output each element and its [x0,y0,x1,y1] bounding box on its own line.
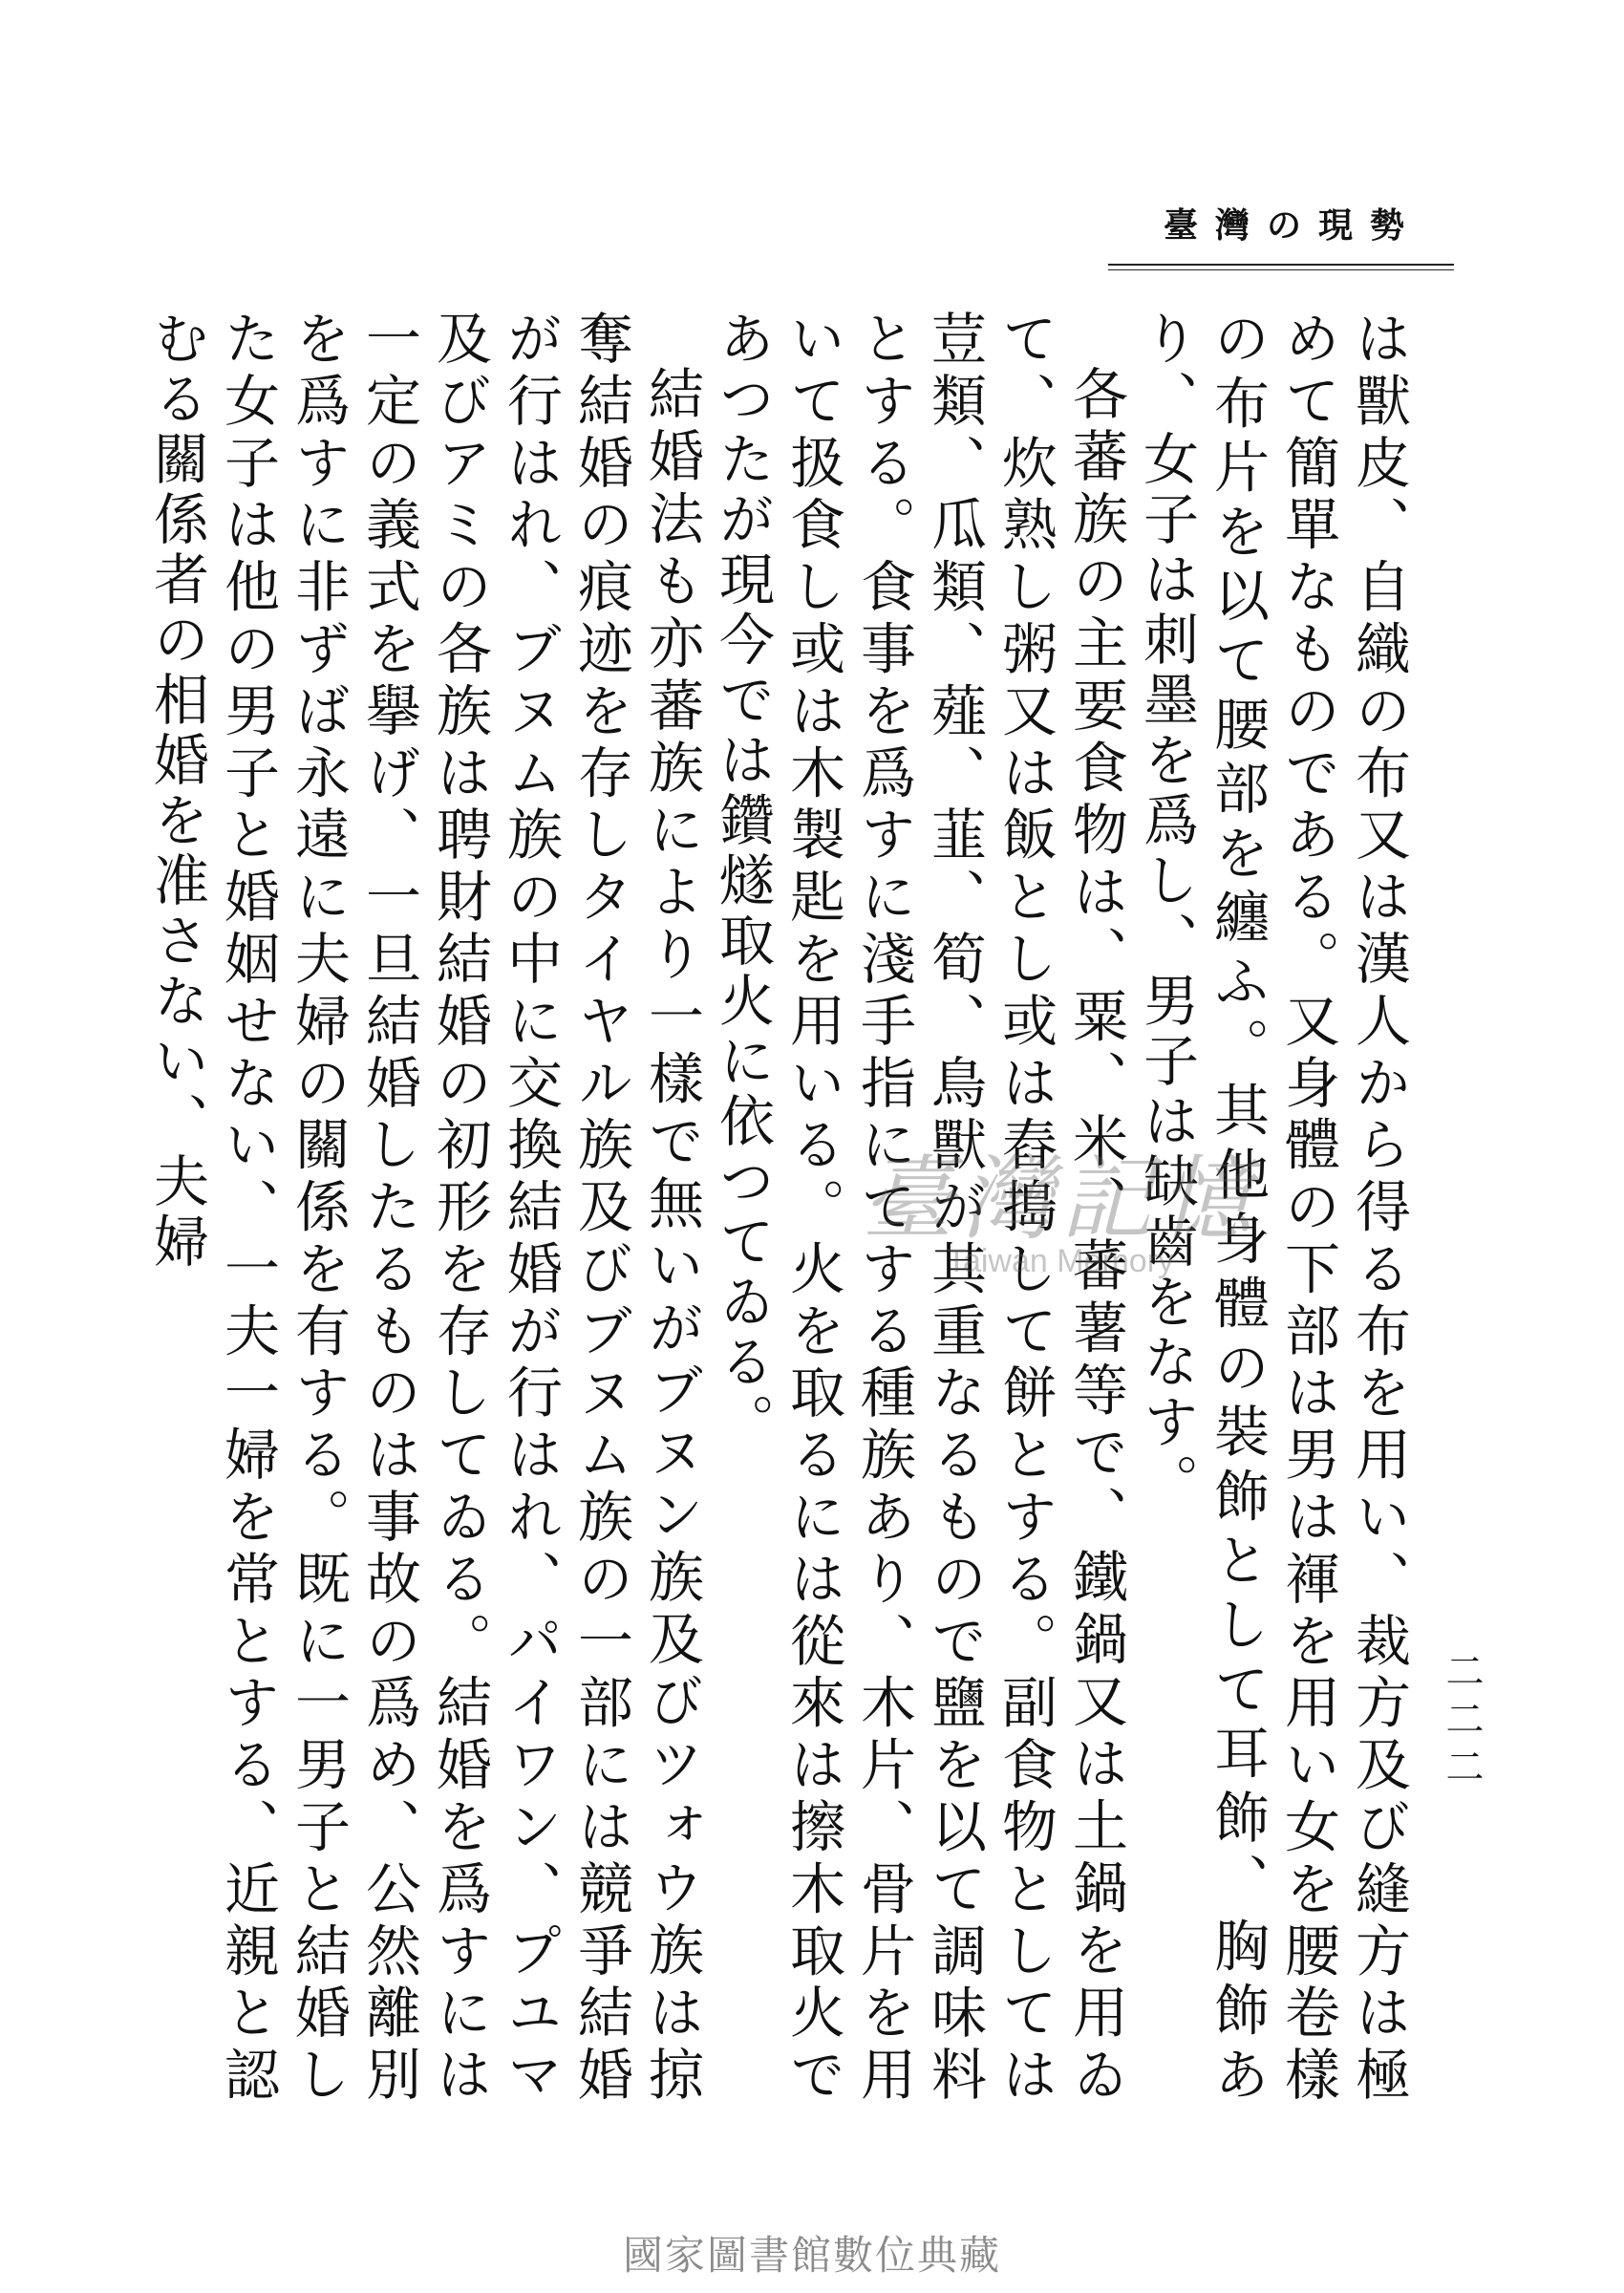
body-text [144,310,1414,2107]
watermark-title: 臺灣記憶 [862,1146,1259,1253]
paragraph-food: 各蕃族の主要食物は、粟、米、蕃薯等で、鐵鍋又は土鍋を用ゐて、炊熟し粥又は飯とし或は舂搗して餅とする。副食物としては荳類、瓜類、薤、韮、筍、鳥獸が其重なるもので鹽を以て調味料とする。食事を爲すに淺手指にてする種族あり、木片、骨片を用いて扱食し或は木製匙を用いる。火を取るには從來は擦木取火であつたが現今では鑽燧取火に依つてゐる。 [710,310,1128,2107]
page-number: 二二二 [1440,1651,1484,1794]
header-rule-thin [1108,269,1454,270]
header-rule [1108,264,1454,266]
footer-credit: 國家圖書館數位典藏 [622,2232,1001,2279]
watermark-subtitle: Taiwan Memory [946,1243,1175,1279]
running-head: 臺灣の現勢 [1164,205,1422,246]
paragraph-clothing: は獸皮、自織の布又は漢人から得る布を用い、裁方及び縫方は極めて簡單なものである。又身體の下部は男は褌を用い女を腰卷樣の布片を以て腰部を纏ふ。其他身體の裝飾として耳飾、胸飾あり、女子は刺墨を爲し、男子は缺齒をなす。 [1134,310,1411,2106]
paragraph-marriage: 結婚法も亦蕃族により一樣で無いがブヌン族及びツォウ族は掠奪結婚の痕迹を存しタイヤル族及びブヌム族の一部には競爭結婚が行はれ、ブヌム族の中に交換結婚が行はれ、パイワン、プユマ及びアミの各族は聘財結婚の初形を存してゐる。結婚を爲すには一定の義式を擧げ、一旦結婚したるものは事故の爲め、公然離別を爲すに非ずば永遠に夫婦の關係を有する。既に一男子と結婚した女子は他の男子と婚姻せない、一夫一婦を常とする、近親と認むる關係者の相婚を准さない、夫婦 [144,310,704,2106]
